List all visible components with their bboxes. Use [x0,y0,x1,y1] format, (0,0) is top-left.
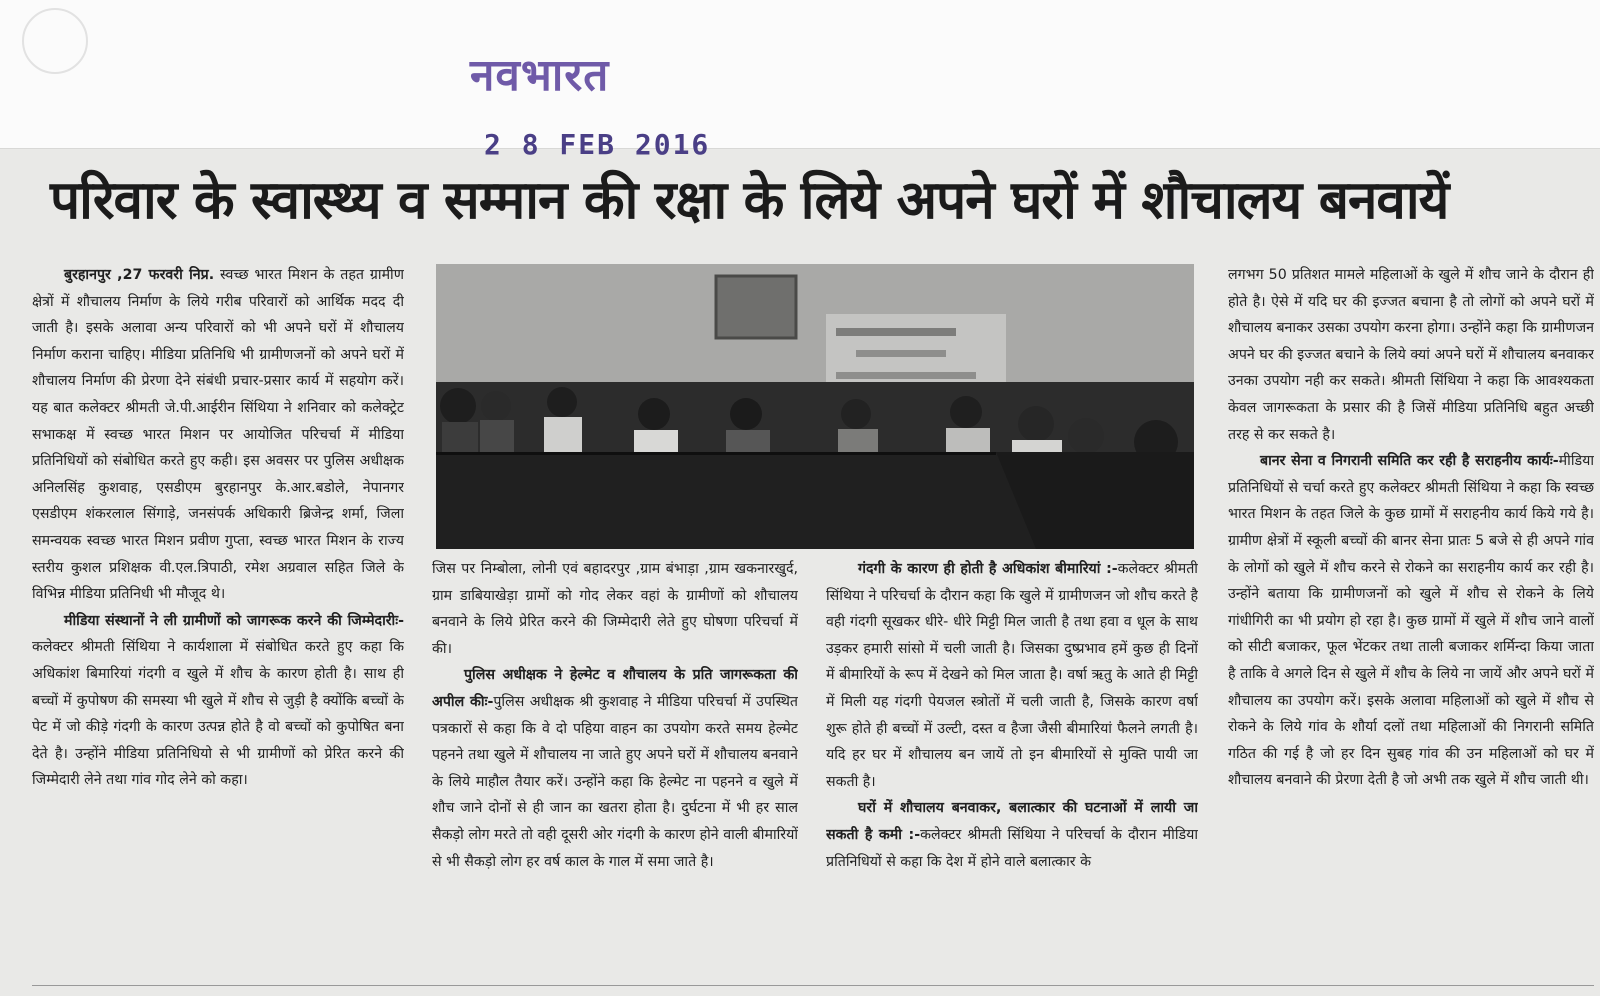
meeting-photo-illustration [436,264,1194,549]
paragraph-text: कलेक्टर श्रीमती सिंथिया ने कार्यशाला में संबोधित करते हुए कहा कि अधिकांश बिमारियां गंदगी व खुले में शौच के कारण होती है। साथ ही बच्चों में कुपोषण की समस्या भी खुले में शौच से जुड़ी है क्योंकि बच्चों के पेट में जो कीड़े गंदगी के कारण उत्पन्न होते है वो बच्चों को कुपोषित बना देते है। उन्होंने मीडिया प्रतिनिधियो से भी ग्रामीणों को प्रेरित करने की जिम्मेदारी लेने तथा गांव गोद लेने को कहा। [32,639,404,789]
paragraph [32,608,404,794]
scan-top-margin [0,0,1600,150]
article-column-3 [826,556,1198,956]
article-column-4 [1228,262,1594,962]
subheading: पुलिस अधीक्षक ने हेल्मेट व शौचालय के प्रति जागरूकता की अपील कीः- [432,667,798,710]
article-column-2 [432,556,798,956]
paragraph [826,556,1198,795]
article-column-1 [32,262,404,962]
dateline: बुरहानपुर ,27 फरवरी निप्र. [64,267,215,283]
date-stamp: 2 8 FEB 2016 [484,128,711,161]
headline: परिवार के स्वास्थ्य व सम्मान की रक्षा के लिये अपने घरों में शौचालय बनवायें [50,170,1449,231]
paragraph-text: मीडिया प्रतिनिधियों से चर्चा करते हुए कलेक्टर श्रीमती सिंथिया ने कहा कि स्वच्छ भारत मिशन के तहत जिले के कुछ ग्रामों में सराहनीय कार्य किये गये है। ग्रामीण क्षेत्रों में स्कूली बच्चों की बानर सेना प्रातः 5 बजे से ही अपने गांव के लोगों को खुले में शौच करने से रोकने का सराहनीय कार्य कर रही है। उन्होंने बताया कि ग्रामीणजनों को खुले में शौच से रोकने के लिये गांधीगिरी का भी प्रयोग हो रहा है। कुछ ग्रामों में खुले में शौच जाने वालों को सीटी बजाकर, फूल भेंटकर तथा ताली बजाकर शर्मिन्दा किया जाता है ताकि वे अगले दिन से खुले में शौच के लिये ना जायें और अपने घरों में शौचालय का उपयोग करें। इसके अलावा महिलाओं को खुले में शौच से रोकने के लिये गांव के शौर्या दलों तथा महिलाओं की निगरानी समिति गठित की गई है जो हर दिन सुबह गांव की उन महिलाओं को घर में शौचालय बनवाने की प्रेरणा देती है जो अभी तक खुले में शौच जाती थी। [1228,453,1594,789]
newspaper-masthead: नवभारत [470,50,610,101]
meeting-photo [436,264,1194,549]
subheading: गंदगी के कारण ही होती है अधिकांश बीमारियां :- [858,561,1118,577]
paragraph [1228,448,1594,794]
paragraph-text: कलेक्टर श्रीमती सिंथिया ने परिचर्चा के दौरान कहा कि खुले में ग्रामीणजन जो शौच करते है वही गंदगी सूखकर धीरे- धीरे मिट्टी मिल जाती है तथा हवा व धूल के साथ उड़कर हमारी सांसो में चली जाती है। जिसका दुष्प्रभाव हमें कुछ ही दिनों में बीमारियों के रूप में देखने को मिल जाता है। वर्षा ऋतु के आते ही मिट्टी में मिली यह गंदगी पेयजल स्त्रोतों में चली जाती है, जिसके कारण वर्षा शुरू होते ही बच्चों में उल्टी, दस्त व हैजा जैसी बीमारियां फैलने लगती है। यदि हर घर में शौचालय बन जायें तो इन बीमारियों से मुक्ति पायी जा सकती है। [826,561,1198,790]
subheading: घरों में शौचालय बनवाकर, बलात्कार की घटनाओं में लायी जा सकती है कमी :- [826,800,1198,843]
paragraph-text: पुलिस अधीक्षक श्री कुशवाह ने मीडिया परिचर्चा में उपस्थित पत्रकारों से कहा कि वे दो पहिया वाहन का उपयोग करते समय हेल्मेट पहनने तथा खुले में शौचालय ना जाते हुए अपने घरों में शौचालय बनवाने के लिये माहौल तैयार करें। उन्होंने कहा कि हेल्मेट ना पहनने व खुले में शौच जाने दोनों से ही जान का खतरा होता है। दुर्घटना में भी हर साल सैकड़ो लोग मरते तो वही दूसरी ओर गंदगी के कारण होने वाली बीमारियों से भी सैकड़ो लोग हर वर्ष काल के गाल में समा जाते है। [432,693,798,870]
paragraph-text: जिस पर निम्बोला, लोनी एवं बहादरपुर ,ग्राम बंभाड़ा ,ग्राम खकनारखुर्द, ग्राम डाबियाखेड़ा ग्रामों को गोद लेकर वहां के ग्रामीणों को शौचालय बनवाने के लिये प्रेरित करने की जिम्मेदारी लेते हुए घोषणा परिचर्चा में की। [432,561,798,657]
scan-corner-mark [22,8,88,74]
paragraph [32,262,404,608]
paragraph-text: स्वच्छ भारत मिशन के तहत ग्रामीण क्षेत्रों में शौचालय निर्माण के लिये गरीब परिवारों को आर्थिक मदद दी जाती है। इसके अलावा अन्य परिवारों को भी अपने घरों में शौचालय निर्माण कराना चाहिए। मीडिया प्रतिनिधि भी ग्रामीणजनों को अपने घरों में शौचालय निर्माण की प्रेरणा देने संबंधी प्रचार-प्रसार कार्य में सहयोग करें। यह बात कलेक्टर श्रीमती जे.पी.आईरीन सिंथिया ने शनिवार को कलेक्ट्रेट सभाकक्ष में स्वच्छ भारत मिशन पर आयोजित परिचर्चा में मीडिया प्रतिनिधियों को संबोधित करते हुए कही। इस अवसर पर पुलिस अधीक्षक अनिलसिंह कुशवाह, एसडीएम बुरहानपुर के.आर.बडोले, नेपानगर एसडीएम शंकरलाल सिंगाड़े, जनसंपर्क अधिकारी ब्रिजेन्द्र शर्मा, जिला समन्वयक स्वच्छ भारत मिशन प्रवीण गुप्ता, स्वच्छ भारत मिशन के राज्य स्तरीय कुशल प्रशिक्षक वी.एल.त्रिपाठी, रमेश अग्रवाल सहित जिले के विभिन्न मीडिया प्रतिनिधी भी मौजूद थे। [32,267,404,603]
paragraph [1228,262,1594,448]
paragraph-text: लगभग 50 प्रतिशत मामले महिलाओं के खुले में शौच जाने के दौरान ही होते है। ऐसे में यदि घर की इज्जत बचाना है तो लोगों को अपने घरों में शौचालय बनाकर उसका उपयोग करना होगा। उन्होंने कहा कि ग्रामीणजन अपने घर की इज्जत बचाने के लिये क्यां अपने घरों में शौचालय बनवाकर उनका उपयोग नही कर सकते। श्रीमती सिंथिया ने कहा कि आवश्यकता केवल जागरूकता के प्रसार की है जिसें मीडिया प्रतिनिधि बहुत अच्छी तरह से कर सकते है। [1228,267,1594,443]
paragraph-text: कलेक्टर श्रीमती सिंथिया ने परिचर्चा के दौरान मीडिया प्रतिनिधियों से कहा कि देश में होने वाले बलात्कार के [826,826,1198,870]
subheading: मीडिया संस्थानों ने ली ग्रामीणों को जागरूक करने की जिम्मेदारीः- [64,612,404,629]
subheading: बानर सेना व निगरानी समिति कर रही है सराहनीय कार्यः- [1260,453,1559,470]
paragraph [432,556,798,662]
paragraph [432,662,798,875]
paragraph [826,795,1198,875]
bottom-rule [32,985,1594,986]
